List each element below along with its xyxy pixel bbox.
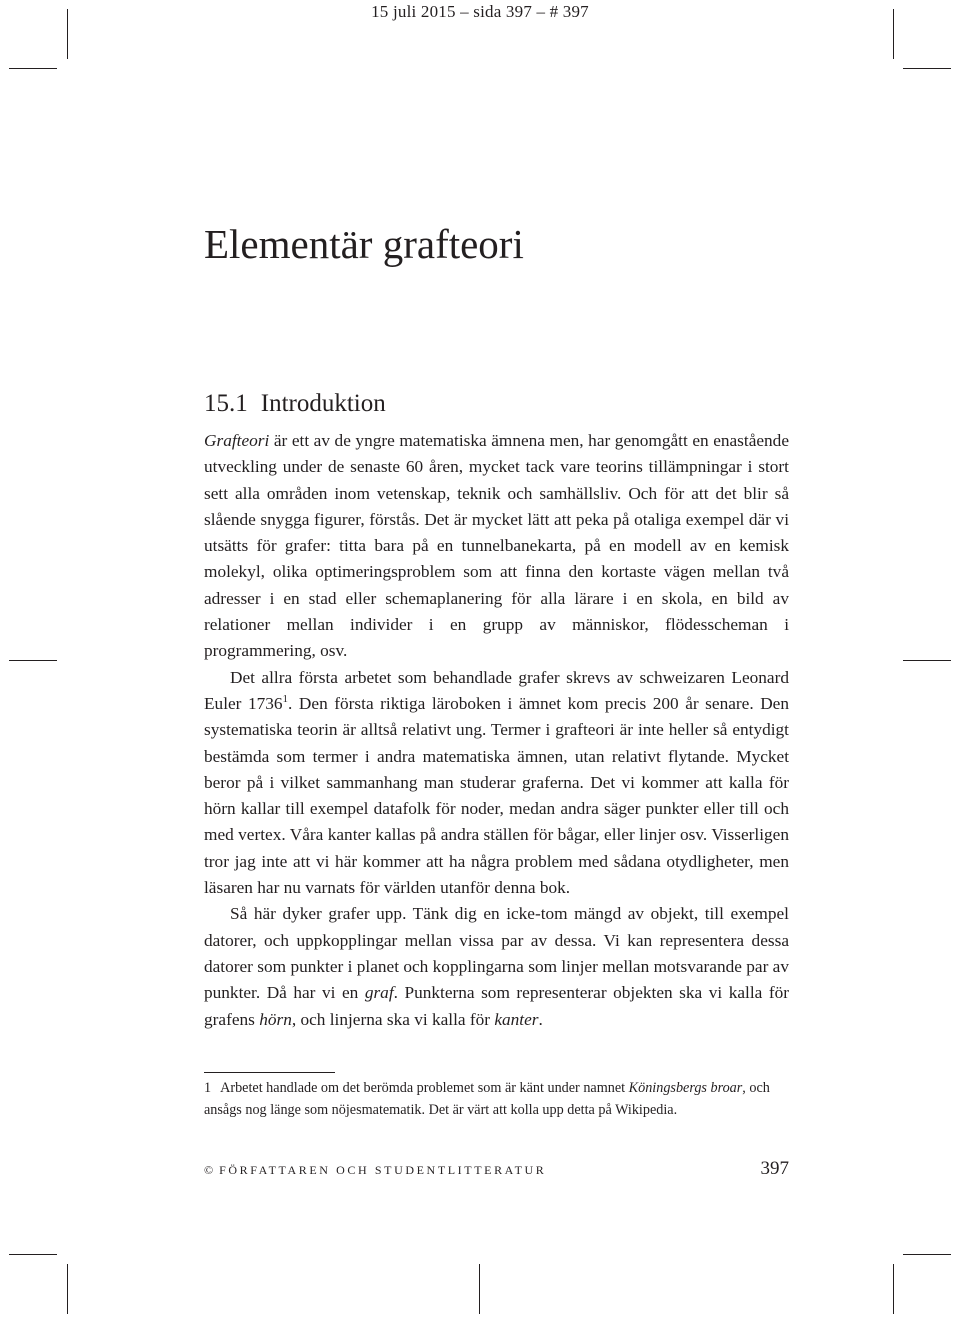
paragraph-3 <box>204 901 789 1032</box>
crop-mark-bottom-right <box>903 1254 951 1255</box>
body-text <box>204 428 789 1033</box>
crop-mark-bottom-right <box>893 1264 894 1314</box>
print-slug: 15 juli 2015 – sida 397 – # 397 <box>371 2 589 21</box>
imprint-text: FÖRFATTAREN OCH STUDENTLITTERATUR <box>219 1163 547 1177</box>
crop-mark-bottom-left <box>67 1264 68 1314</box>
crop-mark-middle-left <box>9 660 57 661</box>
footnote-text: Arbetet handlade om det berömda problemet som är känt under namnet <box>220 1080 629 1096</box>
footer-imprint <box>204 1160 546 1180</box>
paragraph-text: Det allra första arbetet som behandlade grafer skrevs av schweizaren Leonard Euler 1736 <box>204 667 789 713</box>
term-horn: hörn <box>259 1009 292 1029</box>
chapter-title: Elementär grafteori <box>204 221 524 267</box>
term-grafteori: Grafteori <box>204 431 270 450</box>
paragraph-text: , och linjerna ska vi kalla för <box>291 1009 495 1029</box>
paragraph-1 <box>204 428 789 665</box>
footnote-emphasis: Köningsbergs broar <box>628 1080 743 1096</box>
term-graf: graf <box>364 983 394 1003</box>
section-title: Introduktion <box>260 390 386 417</box>
page-number: 397 <box>760 1158 789 1179</box>
footnote-rule <box>204 1072 335 1073</box>
paragraph-2 <box>204 665 789 902</box>
paragraph-text: Så här dyker grafer upp. Tänk dig en icke-tom mängd av objekt, till exempel datorer, och uppkopplingar mellan vissa par av dessa. Vi kan representera dessa datorer som punkter i planet och kopplingarna som linjer mellan motsvarande par av punkter. Då har vi en <box>204 904 789 1003</box>
paragraph-text: . Den första riktiga läroboken i ämnet kom precis 200 år senare. Den systematiska teorin är alltså relativt ung. Termer i grafteori är inte heller så entydigt bestämda som termer i andra matematiska ämnen, utan relativt flytande. Mycket beror på i vilket sammanhang man studerar graferna. Det vi kommer att kalla för hörn kallar till exempel datafolk för noder, medan andra säger punkter eller till och med vertex. Våra kanter kallas på andra ställen för bågar, eller linjer osv. Visserligen tror jag inte att vi här kommer att ha några problem med sådana otydligheter, men läsaren har nu varnats för världen utanför denna bok. <box>204 693 789 898</box>
term-kanter: kanter <box>494 1009 539 1029</box>
footnote-text: , och ansågs nog länge som nöjesmatematik. Det är värt att kolla upp detta på Wikipedia. <box>204 1080 770 1118</box>
crop-mark-bottom-left <box>9 1254 57 1255</box>
section-heading <box>204 388 386 420</box>
crop-mark-top-right <box>893 9 894 59</box>
paragraph-text: . Punkterna som representerar objekten ska vi kalla för grafens <box>204 983 790 1029</box>
footnote-reference: 1 <box>282 693 289 706</box>
crop-mark-top-right <box>903 68 951 69</box>
crop-mark-top-left <box>67 9 68 59</box>
copyright-icon: © <box>204 1163 214 1177</box>
section-number: 15.1 <box>204 390 248 417</box>
paragraph-text: är ett av de yngre matematiska ämnena men, har genomgått en enastående utveckling under de senaste 60 åren, mycket tack vare teorins tillämpningar i stort sett alla områden inom vetenskap, teknik och samhällsliv. Och för att det blir så slående snygga figurer, förstås. Det är mycket lätt att peka på otaliga exempel där vi utsätts för grafer: titta bara på en tunnelbanekarta, på en modell av en kemisk molekyl, olika optimeringsproblem som att finna den kortaste vägen mellan två adresser i en stad eller schemaplanering för alla lärare i en skola, en bild av relationer mellan individer i en grupp av människor, flödesscheman i programmering, osv. <box>204 431 789 661</box>
crop-mark-bottom-center <box>479 1264 480 1314</box>
crop-mark-top-left <box>9 68 57 69</box>
crop-mark-middle-right <box>903 660 951 661</box>
footnote-number: 1 <box>204 1080 212 1096</box>
footnote <box>204 1077 789 1121</box>
paragraph-text: . <box>538 1009 543 1029</box>
